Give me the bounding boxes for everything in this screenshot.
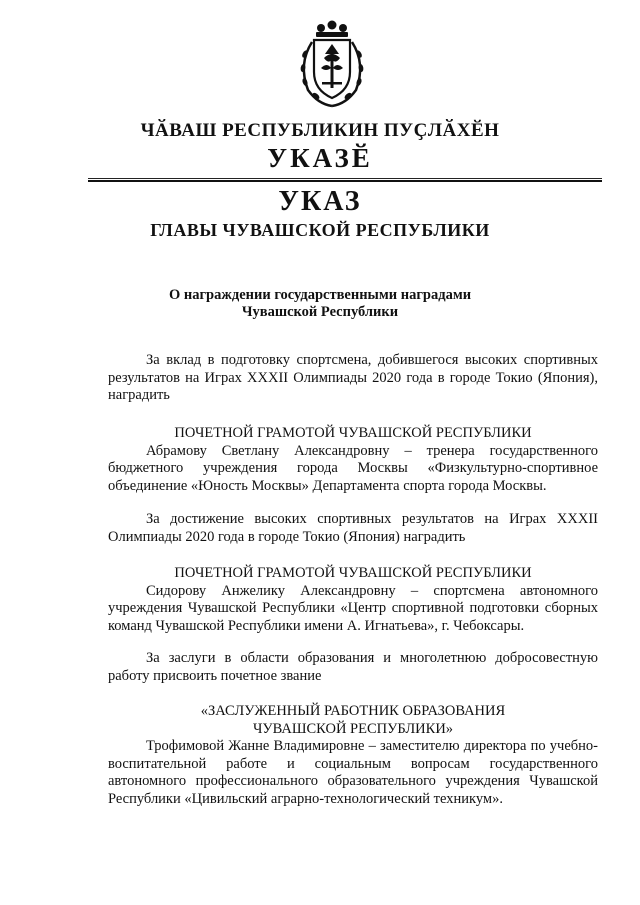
decree-subject-line: О награждении государственными наградами (168, 287, 472, 303)
header-divider-thick (88, 180, 602, 182)
award-section-3-body (108, 703, 598, 808)
award-title-line: ЧУВАШСКОЙ РЕСПУБЛИКИ» (252, 720, 454, 737)
section-intro: За вклад в подготовку спортсмена, добившегося высоких спортивных результатов на Играх XXXII Олимпиады 2020 года в городе Токио (Япония), наградить (108, 352, 598, 403)
award-section-1-body (108, 425, 598, 495)
award-title-line: ПОЧЕТНОЙ ГРАМОТОЙ ЧУВАШСКОЙ РЕСПУБЛИКИ (174, 565, 532, 581)
award-recipient: Абрамову Светлану Александровну – тренера государственного бюджетного учреждения города Москвы «Физкультурно-спортивное объединение «Юность Москвы» Департамента спорта города Москвы. (108, 442, 598, 494)
header-divider-thin (88, 178, 602, 179)
section-intro: За достижение высоких спортивных результатов на Играх XXXII Олимпиады 2020 года в городе Токио (Япония) наградить (108, 511, 598, 545)
decree-subject-line: Чувашской Республики (241, 304, 399, 320)
award-section-2 (108, 511, 598, 546)
award-title (108, 565, 598, 583)
header-chuvash-decree: УКАЗӖ (267, 143, 373, 173)
award-title-line: «ЗАСЛУЖЕННЫЙ РАБОТНИК ОБРАЗОВАНИЯ (200, 703, 506, 719)
header-russian-decree: УКАЗ (278, 186, 362, 217)
award-section-3 (108, 650, 598, 685)
award-title (108, 425, 598, 443)
header-chuvash-title: ЧӐВАШ РЕСПУБЛИКИН ПУҪЛӐХӖН (140, 120, 500, 141)
coat-of-arms-emblem (292, 20, 372, 112)
award-title (108, 703, 598, 738)
decree-subject (0, 287, 640, 321)
award-section-2-body (108, 565, 598, 635)
award-recipient: Трофимовой Жанне Владимировне – заместителю директора по учебно-воспитательной работе и социальным вопросам государственного автономного профессионального образовательного учреждения Чувашской Республики «Цивильский аграрно-технологический техникум». (108, 738, 598, 807)
section-intro: За заслуги в области образования и многолетнюю добросовестную работу присвоить почетное звание (108, 650, 598, 684)
award-section-1 (108, 352, 598, 405)
award-recipient: Сидорову Анжелику Александровну – спортсмена автономного учреждения Чувашской Республики «Центр спортивной подготовки сборных команд Чувашской Республики имени А. Игнатьева», г. Чебоксары. (108, 582, 598, 634)
award-title-line: ПОЧЕТНОЙ ГРАМОТОЙ ЧУВАШСКОЙ РЕСПУБЛИКИ (174, 425, 532, 441)
header-russian-title: ГЛАВЫ ЧУВАШСКОЙ РЕСПУБЛИКИ (150, 220, 490, 240)
